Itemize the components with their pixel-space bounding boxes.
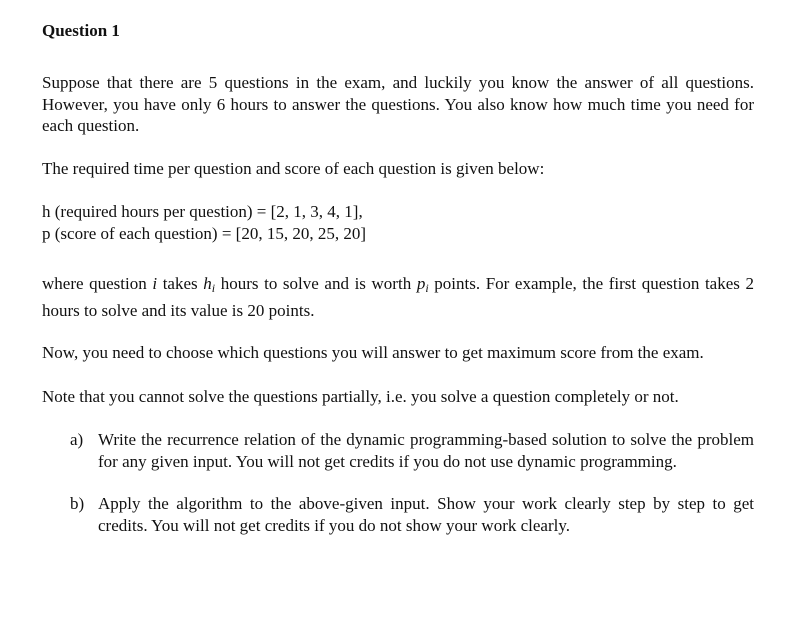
note-paragraph: Note that you cannot solve the questions partially, i.e. you solve a question completely or not.: [42, 386, 679, 406]
subquestion-a-marker: a): [70, 430, 84, 449]
where-text-4: points. For example, the first question takes 2 hours to solve and its value is 20 points.: [42, 274, 754, 320]
given-intro-paragraph: The required time per question and score of each question is given below:: [42, 158, 545, 178]
question-title: Question 1: [42, 21, 120, 40]
var-h: h: [203, 274, 212, 293]
question-page: [42, 20, 754, 536]
p-vector-line: p (score of each question) = [20, 15, 20, 25, 20]: [42, 223, 367, 243]
subquestion-a: [42, 429, 754, 472]
given-data-block: [42, 201, 754, 244]
var-h-subscript: i: [211, 281, 216, 295]
var-p-subscript: i: [425, 281, 429, 295]
where-text-3: hours to solve and is worth: [215, 274, 417, 293]
subquestion-a-text: Write the recurrence relation of the dynamic programming-based solution to solve the problem for any given input. You will not get credits if you do not use dynamic programming.: [98, 430, 754, 471]
intro-paragraph: Suppose that there are 5 questions in the exam, and luckily you know the answer of all questions. However, you have only 6 hours to answer the questions. You also know how much time you need for each question.: [42, 73, 754, 135]
subquestion-b-text: Apply the algorithm to the above-given input. Show your work clearly step by step to get credits. You will not get credits if you do not show your work clearly.: [98, 494, 754, 535]
subquestion-b-marker: b): [70, 494, 85, 513]
where-text-1: where question: [42, 274, 153, 293]
subquestion-list: [42, 429, 754, 536]
now-paragraph: Now, you need to choose which questions you will answer to get maximum score from the exam.: [42, 343, 704, 362]
var-i: i: [152, 274, 158, 293]
subquestion-b: [42, 493, 754, 536]
var-p: p: [416, 274, 426, 293]
where-paragraph: [42, 273, 754, 321]
where-text-2: takes: [157, 274, 204, 293]
h-vector-line: h (required hours per question) = [2, 1, 3, 4, 1],: [42, 202, 363, 221]
